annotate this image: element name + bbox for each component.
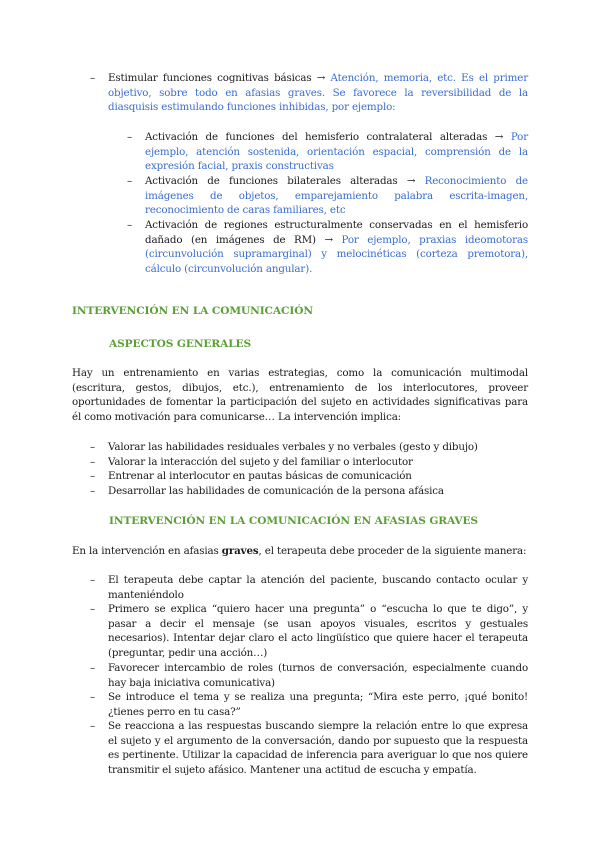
list-dash: – <box>127 219 132 231</box>
list-item-text: Valorar la interacción del sujeto y del familiar o interlocutor <box>108 456 413 468</box>
list-item-text: Desarrollar las habilidades de comunicación de la persona afásica <box>108 485 444 497</box>
item-lead-text: Activación de funciones bilaterales alteradas → <box>145 175 425 187</box>
list-dash: – <box>90 441 95 453</box>
list-dash: – <box>127 175 132 187</box>
item-lead-text: Estimular funciones cognitivas básicas → <box>108 72 331 84</box>
severe-list-item <box>90 602 528 660</box>
item-lead-text: Activación de funciones del hemisferio contralateral alteradas → <box>145 131 511 143</box>
severe-intro <box>72 544 528 559</box>
general-list-item <box>90 469 528 484</box>
general-paragraph: Hay un entrenamiento en varias estrategias, como la comunicación multimodal (escritura, gestos, dibujos, etc.), entrenamiento de los interlocutores, proveer oportunidades de fomentar la participación del sujeto en actividades significativas para él como motivación para comunicarse… La intervención implica: <box>72 367 528 423</box>
list-dash: – <box>90 574 95 586</box>
list-dash: – <box>90 691 95 703</box>
list-dash: – <box>90 470 95 482</box>
intro-text-end: , el terapeuta debe proceder de la siguiente manera: <box>258 545 527 557</box>
severe-list-item <box>90 573 528 602</box>
item-detail-text: Reconocimiento de imágenes de objetos, emparejamiento palabra escrita-imagen, reconocimiento de caras familiares, etc <box>145 175 528 217</box>
general-list-item <box>90 484 528 499</box>
item-lead-text: Activación de regiones estructuralmente conservadas en el hemisferio dañado (en imágenes de RM) → <box>145 219 528 246</box>
list-dash: – <box>90 72 95 84</box>
heading-severe-aphasia: INTERVENCIÓN EN LA COMUNICACIÓN EN AFASIAS GRAVES <box>109 515 478 527</box>
list-item-text: El terapeuta debe captar la atención del paciente, buscando contacto ocular y manteniéndolo <box>108 574 528 601</box>
item-detail-text: Atención, memoria, etc. Es el primer objetivo, sobre todo en afasias graves. Se favorece la reversibilidad de la diasquisis estimulando funciones inhibidas, por ejemplo: <box>108 72 528 114</box>
general-list-item <box>90 455 528 470</box>
severe-list-item <box>90 719 528 777</box>
list-item-text: Entrenar al interlocutor en pautas básicas de comunicación <box>108 470 412 482</box>
list-item-text: Favorecer intercambio de roles (turnos de conversación, especialmente cuando hay baja iniciativa comunicativa) <box>108 662 528 689</box>
sub-list-item-bilateral <box>127 174 528 218</box>
list-item-stimulate <box>90 71 528 115</box>
heading-intervention-communication: INTERVENCIÓN EN LA COMUNICACIÓN <box>72 305 313 317</box>
list-dash: – <box>127 131 132 143</box>
severe-list-item <box>90 690 528 719</box>
item-detail-text: Por ejemplo, praxias ideomotoras (circunvolución supramarginal) y melocinéticas (corteza premotora), cálculo (circunvolución angular). <box>145 233 529 275</box>
list-item-text: Se introduce el tema y se realiza una pregunta; “Mira este perro, ¡qué bonito! ¿tienes perro en tu casa?” <box>108 691 528 718</box>
severe-list-item <box>90 661 528 690</box>
item-detail-text: Por ejemplo, atención sostenida, orientación espacial, comprensión de la expresión facial, praxis constructivas <box>145 131 528 173</box>
list-item-text: Valorar las habilidades residuales verbales y no verbales (gesto y dibujo) <box>108 441 478 453</box>
list-dash: – <box>90 485 95 497</box>
list-item-text: Primero se explica “quiero hacer una pregunta” o “escucha lo que te digo”, y pasar a decir el mensaje (se usan apoyos visuales, escritos y gestuales necesarios). Intentar dejar claro el acto lingüístico que quiere hacer el terapeuta (preguntar, pedir una acción…) <box>108 603 528 659</box>
sub-list-item-regions <box>127 218 528 276</box>
list-dash: – <box>90 662 95 674</box>
general-list-item <box>90 440 528 455</box>
intro-bold: graves <box>221 545 259 557</box>
list-item-text: Se reacciona a las respuestas buscando siempre la relación entre lo que expresa el sujeto y el argumento de la conversación, dando por supuesto que la respuesta es pertinente. Utilizar la capacidad de inferencia para averiguar lo que nos quiere transmitir el sujeto afásico. Mantener una actitud de escucha y empatía. <box>108 720 528 776</box>
intro-text: En la intervención en afasias <box>72 545 222 557</box>
list-dash: – <box>90 456 95 468</box>
sub-list-item-contralateral <box>127 130 528 174</box>
list-dash: – <box>90 603 95 615</box>
heading-general-aspects: ASPECTOS GENERALES <box>109 338 252 350</box>
list-dash: – <box>90 720 95 732</box>
